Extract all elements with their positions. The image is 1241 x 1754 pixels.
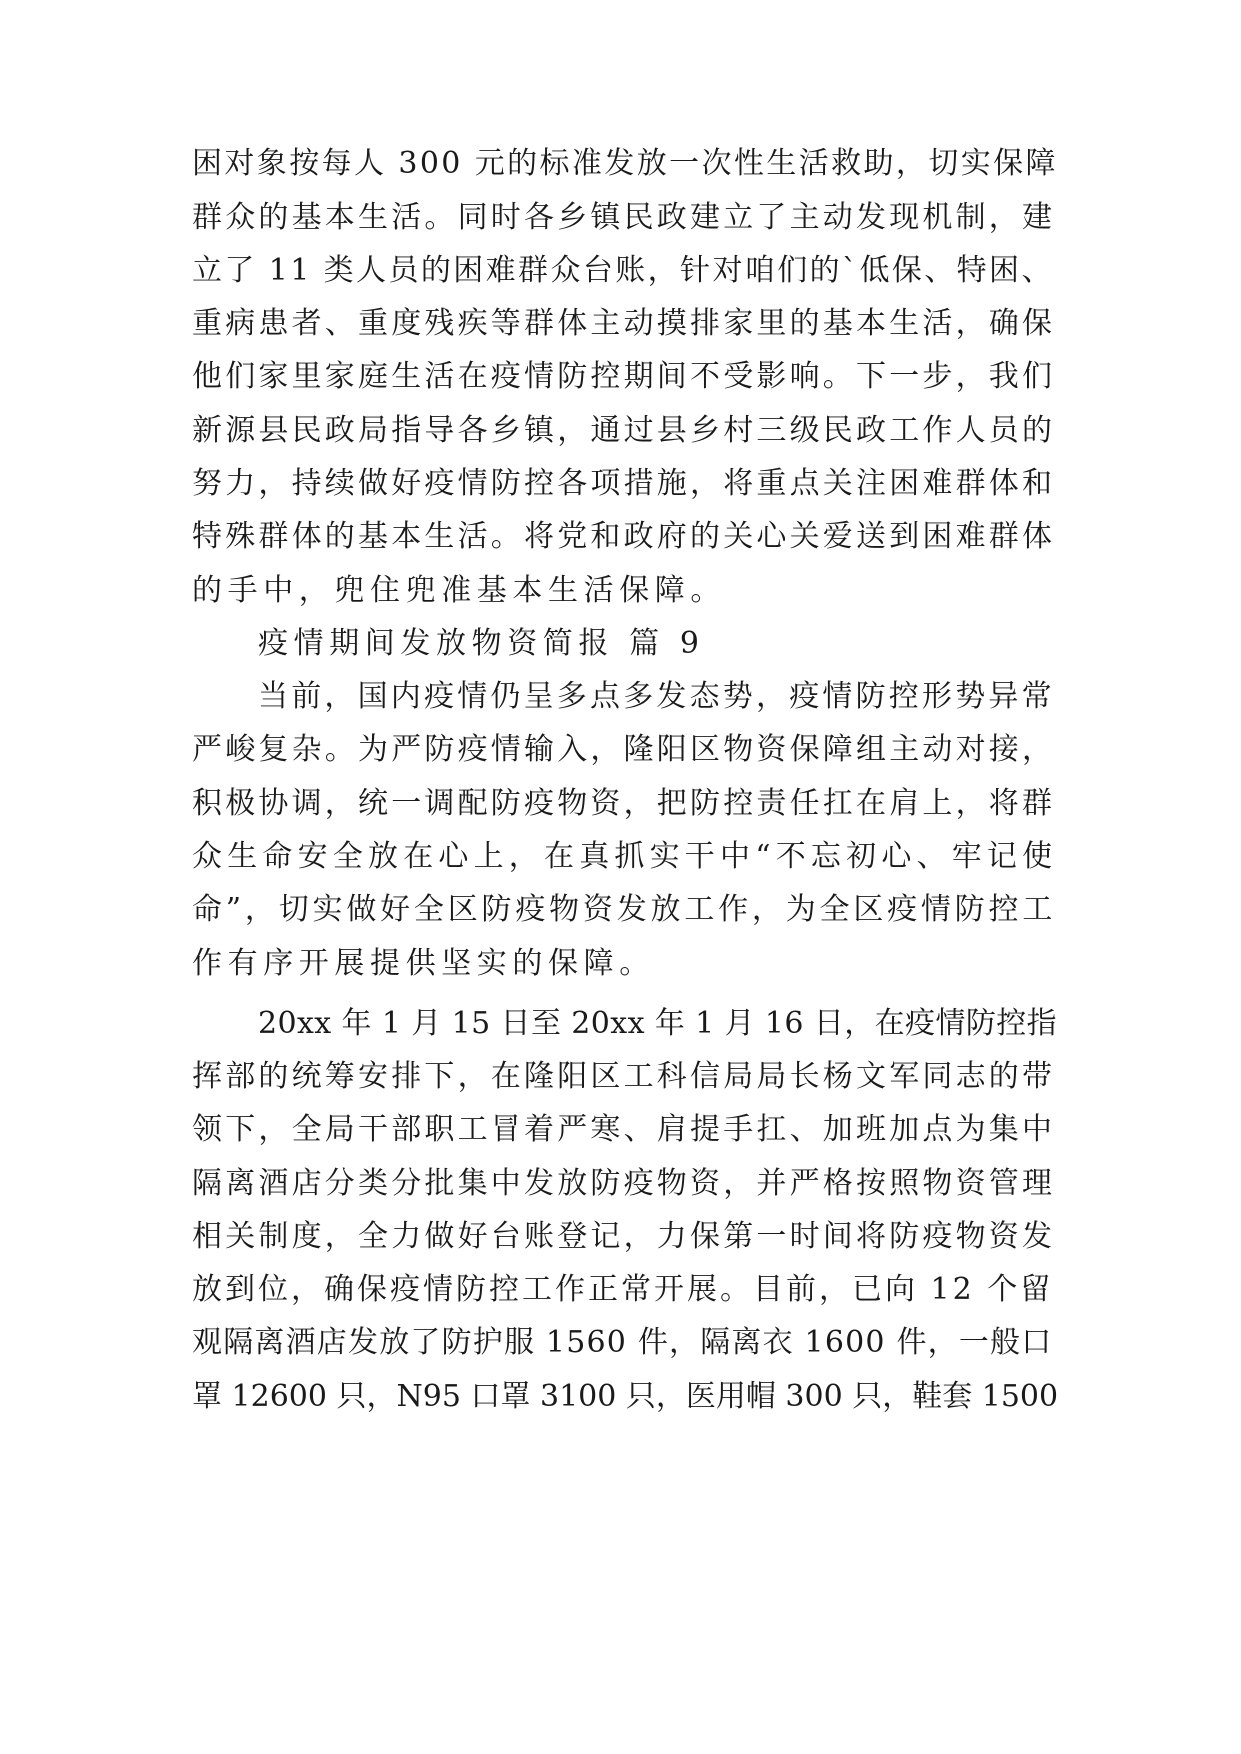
paragraph-line: 努力，持续做好疫情防控各项措施，将重点关注困难群体和 [192,466,1056,501]
paragraph-line: 立了 11 类人员的困难群众台账，针对咱们的`低保、特困、 [192,253,1054,288]
paragraph-line: 观隔离酒店发放了防护服 1560 件，隔离衣 1600 件，一般口 [192,1325,1053,1360]
section-heading: 疫情期间发放物资简报 篇 9 [258,626,705,661]
paragraph-line: 困对象按每人 300 元的标准发放一次性生活救助，切实保障 [192,146,1058,181]
paragraph-line: 作有序开展提供坚实的保障。 [192,946,655,981]
paragraph-line: 挥部的统筹安排下，在隆阳区工科信局局长杨文军同志的带 [192,1059,1056,1094]
paragraph-line: 放到位，确保疫情防控工作正常开展。目前，已向 12 个留 [192,1272,1054,1307]
paragraph-line: 严峻复杂。为严防疫情输入，隆阳区物资保障组主动对接， [192,732,1056,767]
paragraph-line: 领下，全局干部职工冒着严寒、肩提手扛、加班加点为集中 [192,1112,1056,1147]
paragraph-line: 群众的基本生活。同时各乡镇民政建立了主动发现机制，建 [192,200,1056,235]
paragraph-line: 他们家里家庭生活在疫情防控期间不受影响。下一步，我们 [192,359,1056,394]
paragraph-line: 当前，国内疫情仍呈多点多发态势，疫情防控形势异常 [258,679,1055,714]
paragraph-line: 众生命安全放在心上，在真抓实干中“不忘初心、牢记使 [192,839,1058,874]
paragraph-line: 特殊群体的基本生活。将党和政府的关心关爱送到困难群体 [192,519,1056,554]
paragraph-line: 罩 12600 只，N95 口罩 3100 只，医用帽 300 只，鞋套 1500 [192,1379,1059,1414]
paragraph-line: 新源县民政局指导各乡镇，通过县乡村三级民政工作人员的 [192,413,1056,448]
paragraph-line: 相关制度，全力做好台账登记，力保第一时间将防疫物资发 [192,1219,1056,1254]
paragraph-line: 隔离酒店分类分批集中发放防疫物资，并严格按照物资管理 [192,1166,1056,1201]
paragraph-line: 20xx 年 1 月 15 日至 20xx 年 1 月 16 日，在疫情防控指 [258,1006,1058,1041]
paragraph-line: 重病患者、重度残疾等群体主动摸排家里的基本生活，确保 [192,306,1056,341]
paragraph-line: 命”，切实做好全区防疫物资发放工作，为全区疫情防控工 [192,892,1057,927]
paragraph-line: 积极协调，统一调配防疫物资，把防控责任扛在肩上，将群 [192,786,1056,821]
paragraph-line: 的手中，兜住兜准基本生活保障。 [192,573,726,608]
